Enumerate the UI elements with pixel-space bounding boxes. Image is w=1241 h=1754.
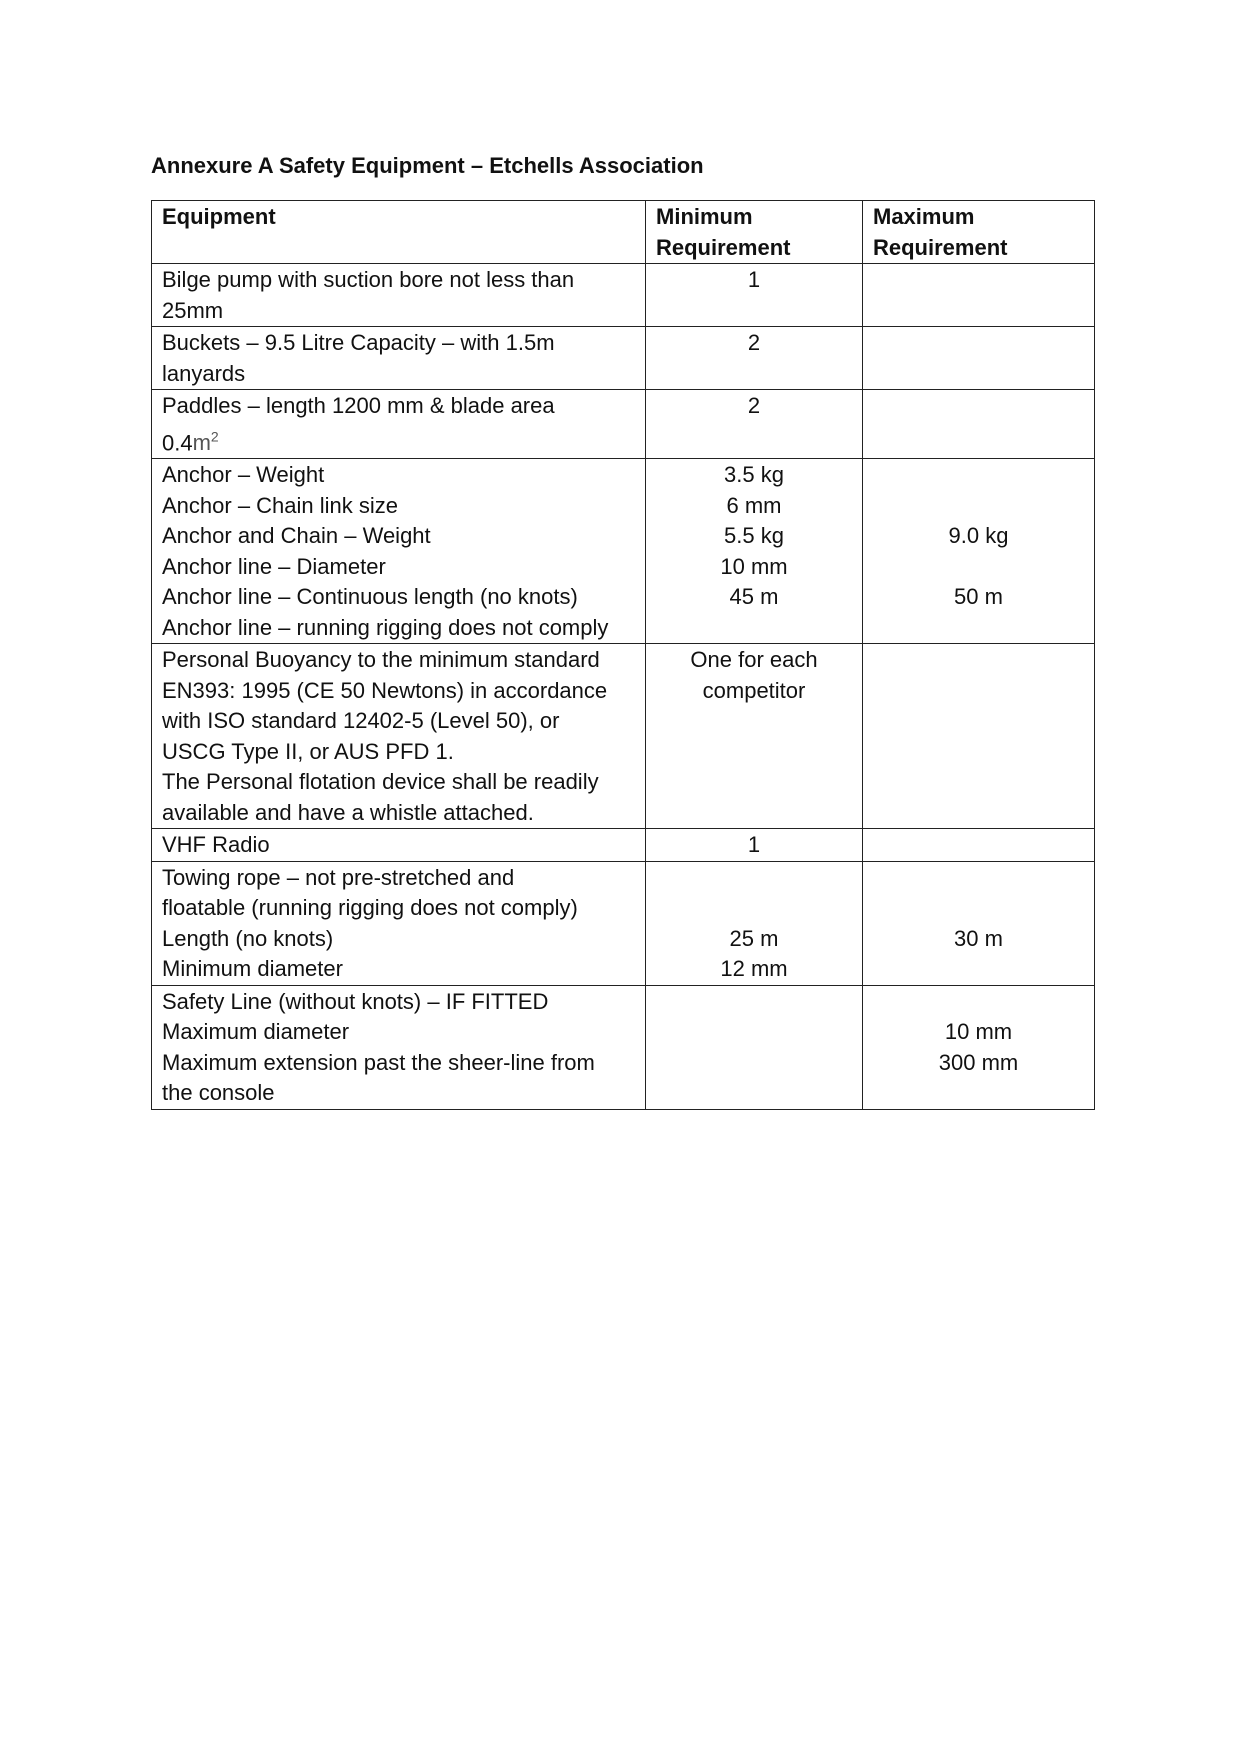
minimum-header-line2: Requirement	[656, 234, 791, 260]
minimum-cell	[646, 985, 863, 1109]
area-unit-symbol: m	[192, 429, 211, 455]
minimum-value	[656, 1017, 852, 1048]
equipment-column-header	[152, 201, 646, 264]
minimum-cell	[646, 327, 863, 390]
equipment-text: Bilge pump with suction bore not less than	[162, 267, 575, 292]
maximum-cell	[863, 644, 1095, 829]
table-row-paddles	[152, 390, 1095, 459]
table-row-bilge-pump	[152, 264, 1095, 327]
minimum-cell	[646, 861, 863, 985]
minimum-cell	[646, 264, 863, 327]
minimum-value: 6 mm	[726, 492, 782, 518]
equipment-text: Anchor – Chain link size	[162, 492, 399, 518]
minimum-value: 2	[747, 330, 761, 355]
minimum-value: 45 m	[729, 584, 779, 610]
minimum-value: 5.5 kg	[724, 523, 784, 549]
table-row-towing-rope	[152, 861, 1095, 985]
maximum-cell	[863, 829, 1095, 862]
minimum-value: 1	[747, 832, 761, 858]
maximum-value	[873, 460, 1084, 491]
equipment-text: with ISO standard 12402-5 (Level 50), or	[162, 708, 560, 734]
safety-equipment-table	[151, 200, 1095, 1110]
maximum-value	[873, 645, 1084, 676]
equipment-text: The Personal flotation device shall be readily	[162, 769, 599, 795]
table-row-vhf-radio	[152, 829, 1095, 862]
maximum-cell	[863, 327, 1095, 390]
maximum-value: 30 m	[954, 925, 1003, 951]
maximum-header-line1: Maximum	[873, 204, 975, 229]
maximum-value: 50 m	[954, 584, 1003, 610]
minimum-cell	[646, 829, 863, 862]
minimum-value: competitor	[702, 677, 806, 703]
maximum-value	[873, 491, 1084, 522]
equipment-text: Minimum diameter	[162, 956, 343, 982]
area-unit	[193, 430, 219, 455]
minimum-cell	[646, 644, 863, 829]
equipment-cell	[152, 327, 646, 390]
minimum-header-line1: Minimum	[656, 204, 753, 229]
minimum-value: 12 mm	[720, 956, 788, 982]
equipment-text: available and have a whistle attached.	[162, 799, 534, 825]
equipment-cell	[152, 829, 646, 862]
maximum-value	[873, 987, 1084, 1018]
table-row-safety-line	[152, 985, 1095, 1109]
page-title: Annexure A Safety Equipment – Etchells Association	[151, 153, 704, 178]
equipment-text: Length (no knots)	[162, 925, 334, 951]
minimum-value: 10 mm	[720, 553, 788, 579]
maximum-value	[873, 328, 1084, 359]
minimum-cell	[646, 459, 863, 644]
equipment-text: Safety Line (without knots) – IF FITTED	[162, 988, 549, 1014]
equipment-cell	[152, 985, 646, 1109]
table-row-anchor	[152, 459, 1095, 644]
maximum-cell	[863, 264, 1095, 327]
equipment-text: the console	[162, 1080, 275, 1106]
area-number: 0.4	[162, 429, 193, 455]
minimum-value	[656, 863, 852, 894]
equipment-cell	[152, 644, 646, 829]
minimum-value	[656, 613, 852, 644]
equipment-header-label: Equipment	[162, 204, 276, 229]
minimum-value	[656, 987, 852, 1018]
table-row-personal-buoyancy	[152, 644, 1095, 829]
maximum-value	[873, 893, 1084, 924]
minimum-value	[656, 1078, 852, 1109]
minimum-value: One for each	[690, 647, 818, 673]
maximum-value: 300 mm	[938, 1049, 1019, 1075]
equipment-text: Maximum extension past the sheer-line from	[162, 1049, 595, 1075]
minimum-value: 25 m	[729, 925, 779, 951]
equipment-cell	[152, 459, 646, 644]
maximum-cell	[863, 459, 1095, 644]
maximum-value	[873, 552, 1084, 583]
equipment-cell	[152, 390, 646, 459]
minimum-value	[656, 1048, 852, 1079]
maximum-cell	[863, 861, 1095, 985]
maximum-value	[873, 1078, 1084, 1109]
maximum-value	[873, 830, 1084, 861]
equipment-text: Personal Buoyancy to the minimum standard	[162, 647, 600, 673]
equipment-text: Paddles – length 1200 mm & blade area	[162, 393, 555, 418]
area-unit-exponent: 2	[210, 428, 219, 445]
table-row-buckets	[152, 327, 1095, 390]
minimum-value: 1	[747, 267, 761, 292]
equipment-text: EN393: 1995 (CE 50 Newtons) in accordance	[162, 677, 608, 703]
equipment-text: Towing rope – not pre-stretched and	[162, 864, 515, 890]
equipment-text: USCG Type II, or AUS PFD 1.	[162, 738, 454, 764]
equipment-text: Anchor line – Diameter	[162, 553, 386, 579]
equipment-text: VHF Radio	[162, 832, 270, 858]
equipment-text: Buckets – 9.5 Litre Capacity – with 1.5m	[162, 330, 555, 355]
maximum-value	[873, 265, 1084, 296]
equipment-text: 25mm	[162, 297, 224, 323]
maximum-cell	[863, 985, 1095, 1109]
minimum-value: 3.5 kg	[724, 462, 784, 488]
blade-area-value	[162, 422, 635, 459]
equipment-cell	[152, 861, 646, 985]
maximum-value: 10 mm	[944, 1019, 1013, 1045]
maximum-column-header	[863, 201, 1095, 264]
minimum-value: 2	[747, 393, 761, 418]
minimum-column-header	[646, 201, 863, 264]
equipment-cell	[152, 264, 646, 327]
equipment-text: Maximum diameter	[162, 1019, 350, 1045]
equipment-text: floatable (running rigging does not comply)	[162, 895, 578, 921]
maximum-value	[873, 391, 1084, 422]
equipment-text: Anchor and Chain – Weight	[162, 523, 431, 549]
equipment-text: lanyards	[162, 360, 246, 386]
maximum-value	[873, 954, 1084, 985]
maximum-header-line2: Requirement	[873, 234, 1008, 260]
table-header-row	[152, 201, 1095, 264]
equipment-text: Anchor – Weight	[162, 462, 325, 488]
maximum-value: 9.0 kg	[948, 523, 1009, 549]
maximum-value	[873, 863, 1084, 894]
maximum-cell	[863, 390, 1095, 459]
equipment-text: Anchor line – Continuous length (no knots)	[162, 584, 578, 610]
maximum-value	[873, 613, 1084, 644]
minimum-value	[656, 893, 852, 924]
minimum-cell	[646, 390, 863, 459]
equipment-text: Anchor line – running rigging does not comply	[162, 614, 609, 640]
